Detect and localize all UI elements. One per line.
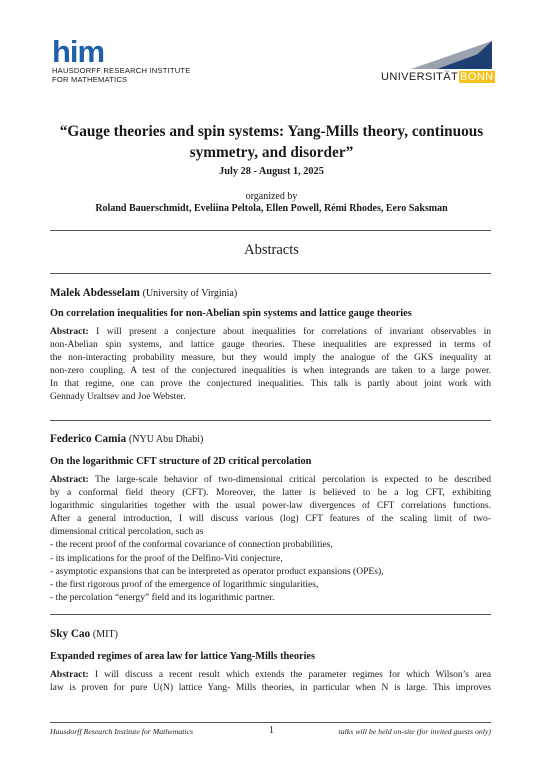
him-logo-subtitle-line2: FOR MATHEMATICS — [52, 75, 128, 84]
divider — [50, 614, 491, 615]
him-logo-wordmark: him — [52, 34, 105, 69]
bonn-logo-emblem — [381, 41, 492, 71]
abstract-line: Gennady Uraltsev and Joe Webster. — [50, 391, 186, 403]
speaker-name: Malek Abdesselam — [50, 287, 140, 299]
bonn-logo-text — [381, 71, 495, 84]
organized-by-label: organized by — [245, 191, 298, 202]
speaker-name: Federico Camia — [50, 433, 127, 445]
bonn-logo-city: BONN — [460, 71, 494, 83]
abstract-line: the non-interacting probability measure, but they would imply the analogue of the GKS inequality at — [50, 352, 491, 364]
him-logo-subtitle-line1: HAUSDORFF RESEARCH INSTITUTE — [52, 66, 191, 75]
abstract-line: In that regime, one can prove the conjectured inequalities. This talk is partly about joint work with — [50, 378, 491, 390]
him-logo — [52, 34, 191, 84]
abstract-line: non-Abelian spin systems, and lattice gauge theories. These inequalities are expressed in terms of — [50, 339, 491, 351]
talk-title: On correlation inequalities for non-Abelian spin systems and lattice gauge theories — [50, 308, 412, 319]
abstracts-heading: Abstracts — [244, 242, 299, 258]
talk-speaker — [50, 628, 118, 640]
workshop-title: “Gauge theories and spin systems: Yang-Mills theory, continuous symmetry, and disorder” — [59, 123, 484, 161]
divider — [50, 273, 491, 274]
talk-speaker — [50, 287, 237, 299]
abstract-line: non-zero coupling. A test of the conjectured inequalities is when integrands are taken to a large power. — [50, 365, 491, 377]
abstract-label: Abstract: — [50, 474, 89, 485]
abstract-line: After a general introduction, I will discuss various (log) CFT features of the scaling limit of two- — [50, 513, 491, 525]
abstract-list-item: - its implications for the proof of the Delfino-Viti conjecture, — [50, 552, 283, 564]
divider — [50, 230, 491, 231]
talk-title: Expanded regimes of area law for lattice Yang-Mills theories — [50, 651, 316, 662]
university-bonn-logo — [381, 41, 492, 85]
abstract-line: Abstract: I will discuss a recent result which extends the parameter regimes for which Wilson’s area — [50, 669, 491, 680]
organizers-list: Roland Bauerschmidt, Eveliina Peltola, Ellen Powell, Rémi Rhodes, Eero Saksman — [95, 203, 448, 214]
talk-abstract — [50, 473, 491, 604]
abstract-line: logarithmic singularities together with the usual power-law divergences of CFT correlations functions. — [50, 500, 491, 512]
bonn-logo-university: UNIVERSITÄT — [381, 71, 459, 83]
speaker-affiliation: (MIT) — [92, 629, 118, 640]
abstract-list-item: - the first rigorous proof of the emergence of logarithmic singularities, — [50, 578, 319, 590]
footer-divider — [50, 722, 491, 723]
talk-title: On the logarithmic CFT structure of 2D critical percolation — [50, 456, 312, 467]
speaker-affiliation: (University of Virginia) — [142, 288, 238, 299]
abstract-line: dimensional critical percolation, such as — [50, 526, 204, 538]
talk-abstract — [50, 668, 491, 694]
abstract-list-item: - asymptotic expansions that can be interpreted as operator product expansions (OPEs), — [50, 565, 384, 577]
abstract-list-item: - the percolation “energy” field and its logarithmic partner. — [50, 591, 275, 603]
abstract-line: Abstract: The large-scale behavior of two-dimensional critical percolation is expected to be described — [50, 474, 491, 485]
abstract-label: Abstract: — [50, 326, 89, 337]
abstract-line: by a conformal field theory (CFT). Moreover, the latter is believed to be a log CFT, exhibiting — [50, 487, 491, 499]
abstract-line: law is proven for pure U(N) lattice Yang- Mills theories, in particular when N is large. This improves — [50, 682, 491, 694]
footer-note: talks will be held on-site (for invited guests only) — [338, 727, 491, 736]
footer-institute: Hausdorff Research Institute for Mathematics — [50, 727, 194, 736]
talk-speaker — [50, 433, 203, 445]
abstract-list-item: - the recent proof of the conformal covariance of connection probabilities, — [50, 539, 333, 551]
talk-abstract — [50, 325, 491, 404]
page-number: 1 — [269, 725, 274, 736]
abstract-line: Abstract: I will present a conjecture about inequalities for correlations of invariant observables in — [50, 326, 491, 337]
divider — [50, 420, 491, 421]
workshop-dates: July 28 - August 1, 2025 — [219, 166, 324, 177]
speaker-name: Sky Cao — [50, 628, 91, 640]
speaker-affiliation: (NYU Abu Dhabi) — [128, 434, 204, 445]
abstract-label: Abstract: — [50, 669, 89, 680]
